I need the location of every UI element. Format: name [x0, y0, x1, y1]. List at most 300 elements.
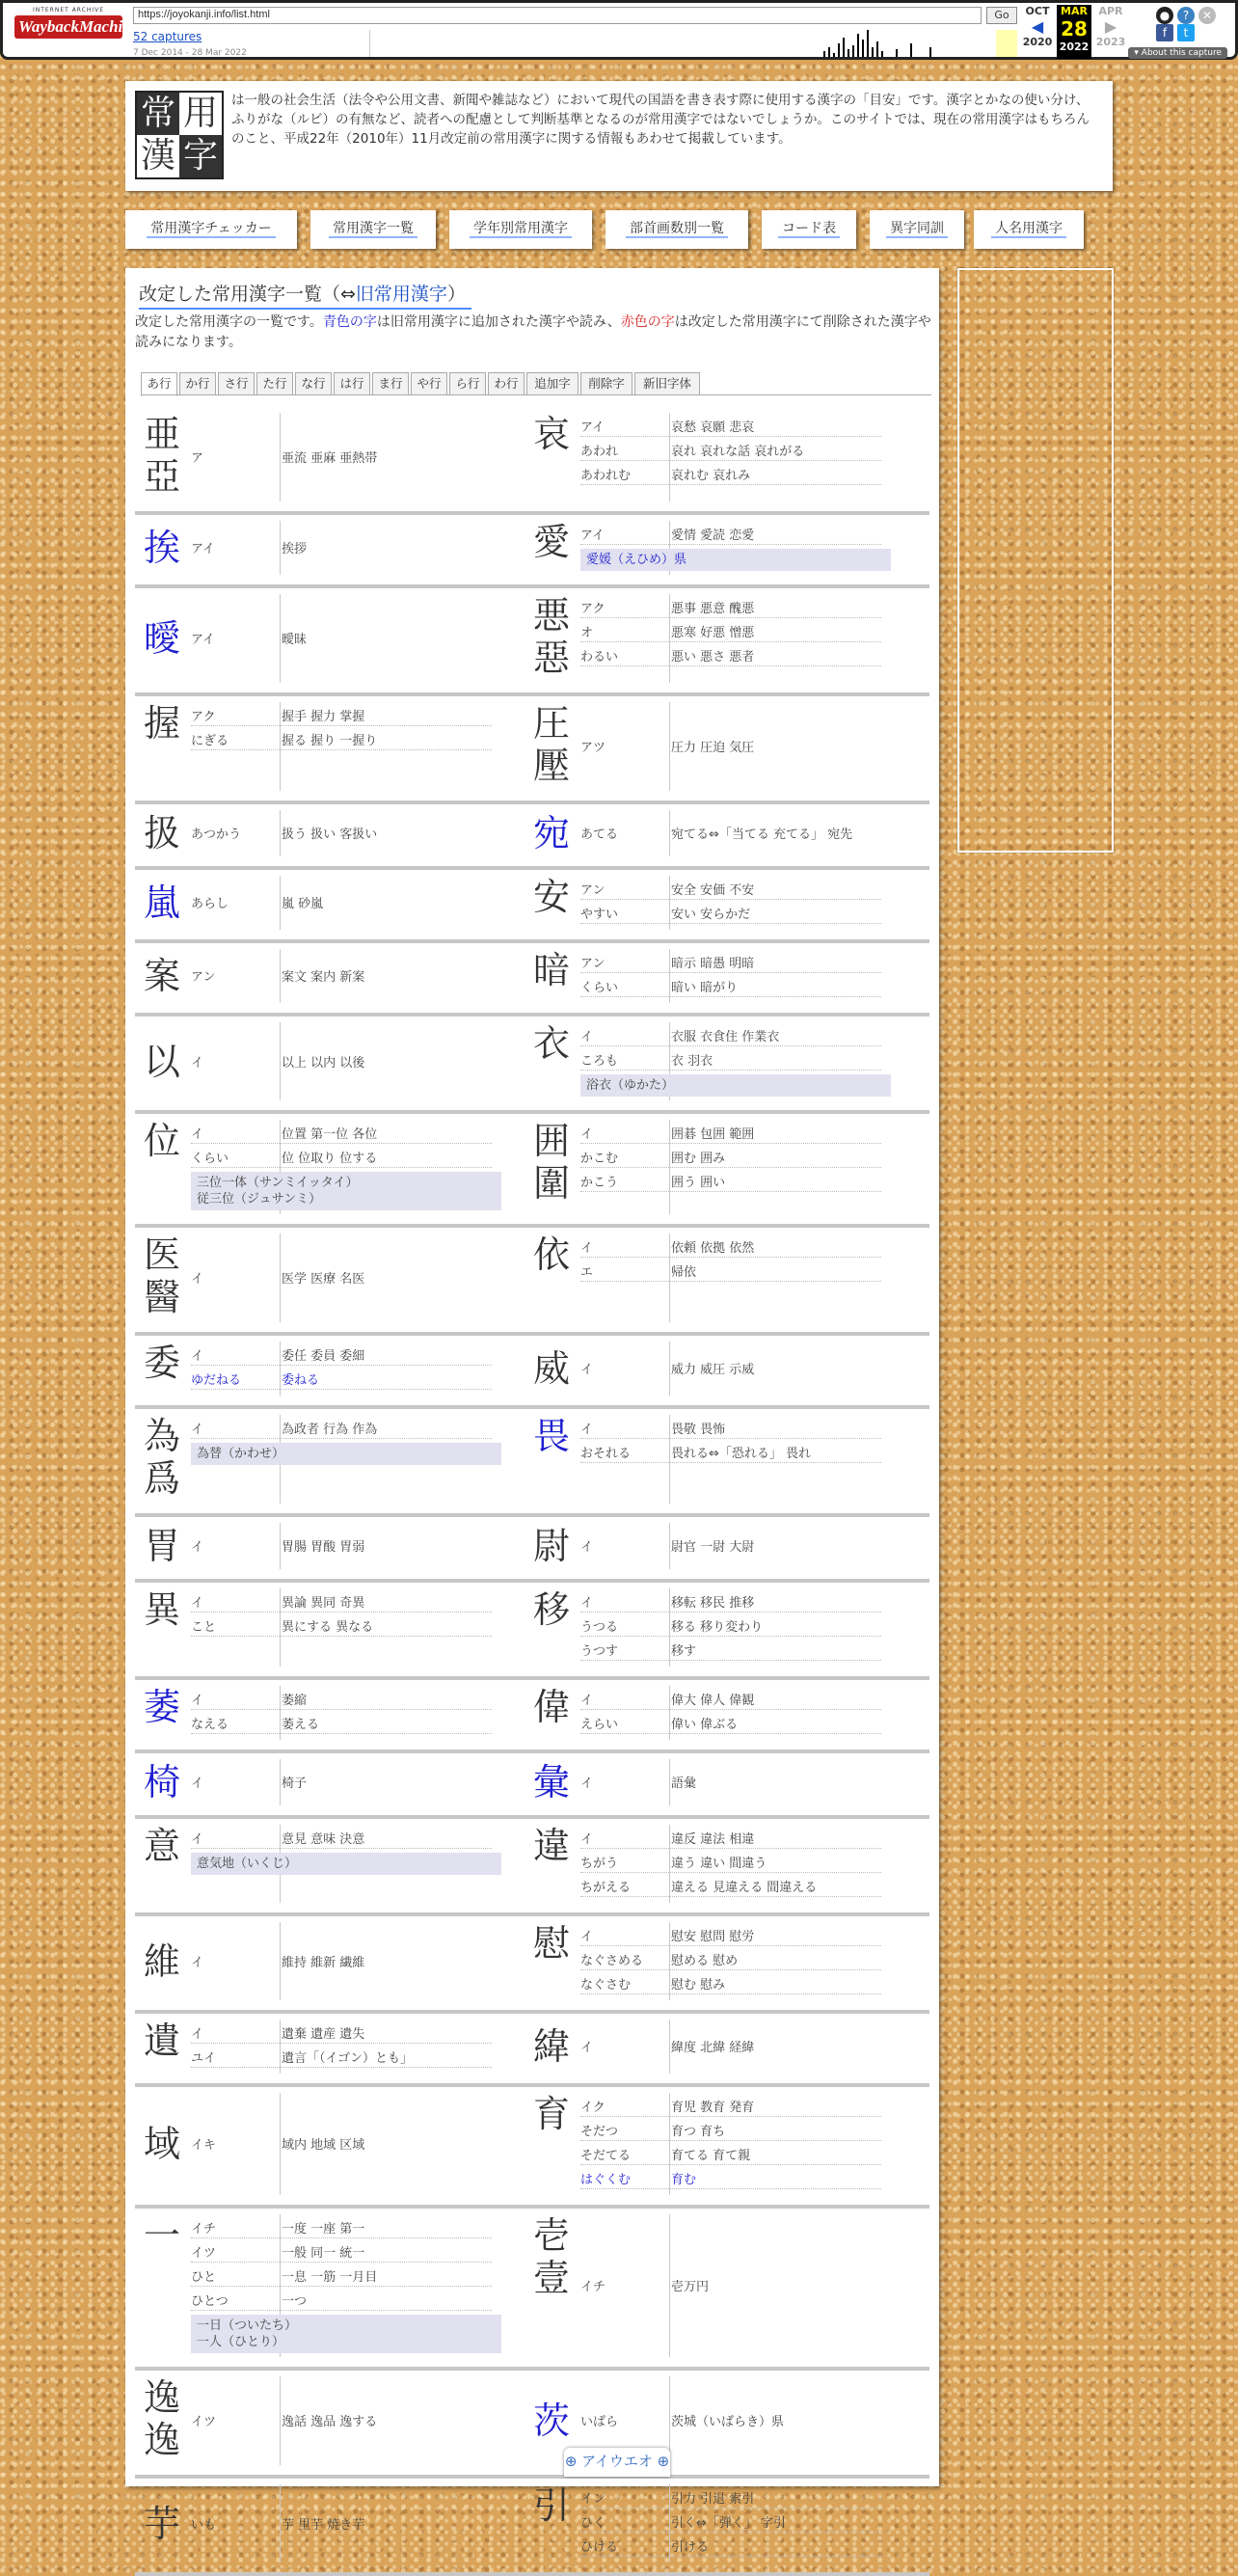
kanji-char[interactable]: 威 — [532, 1347, 570, 1390]
up-arrow-icon[interactable]: ⊕ — [564, 2453, 578, 2470]
kanji-char[interactable]: 遺 — [143, 2020, 180, 2062]
tab-4[interactable]: な行 — [295, 372, 332, 395]
logo-char: 用 — [182, 94, 218, 133]
example-words: 萎える — [282, 1718, 320, 1732]
reading-row — [191, 1616, 492, 1638]
reading-row — [580, 1237, 881, 1259]
example-words: 尉官 一尉 大尉 — [671, 1540, 755, 1555]
kanji-char[interactable]: 暗 — [532, 949, 570, 991]
reading: アイ — [191, 542, 215, 556]
reading-row — [191, 1829, 492, 1850]
kanji-char[interactable]: 依 — [532, 1234, 570, 1276]
nav-homophone[interactable] — [870, 210, 964, 249]
reading-row — [191, 1536, 492, 1558]
down-arrow-icon[interactable]: ⊕ — [657, 2453, 670, 2470]
kanji-char[interactable]: 偉 — [532, 1686, 570, 1728]
tab-1[interactable]: か行 — [179, 372, 216, 395]
old-kanji-link[interactable]: 旧常用漢字 — [355, 284, 447, 305]
example-words: 異論 異同 奇異 — [282, 1596, 365, 1611]
reading: ユイ — [191, 2051, 217, 2066]
reading: アン — [580, 957, 606, 971]
reading-row — [580, 977, 881, 998]
reading: イ — [580, 2041, 594, 2055]
band-separator — [135, 584, 929, 588]
band-separator — [135, 1013, 929, 1017]
nav-grade-list[interactable] — [449, 210, 592, 249]
reading-row — [580, 880, 881, 901]
desc-text: は旧常用漢字に追加された漢字や読み、 — [376, 314, 621, 330]
kanji-char[interactable]: 一 — [143, 2214, 180, 2257]
reading-row — [580, 1950, 881, 1971]
example-words: 畏敬 畏怖 — [671, 1423, 726, 1437]
band-separator — [135, 800, 929, 804]
row-rule — [191, 1709, 492, 1710]
kanji-entry — [525, 2484, 910, 2562]
band-separator — [135, 1749, 929, 1753]
row-rule — [580, 1733, 881, 1734]
url-input[interactable]: https://joyokanji.info/list.html — [133, 7, 982, 24]
reading: アイ — [191, 633, 215, 647]
band-separator — [135, 511, 929, 515]
wayback-logo[interactable] — [14, 7, 140, 49]
kanji-char[interactable]: 委 — [143, 1342, 180, 1384]
tab-5[interactable]: は行 — [334, 372, 370, 395]
reading-row — [580, 525, 881, 546]
reading-row — [580, 1592, 881, 1613]
next-arrow-icon[interactable]: ▶ — [1104, 17, 1117, 36]
kanji-char[interactable]: 慰 — [532, 1922, 570, 1965]
kanji-entry — [135, 1022, 521, 1100]
reading: アン — [580, 883, 606, 898]
desc-blue: 青色の字 — [322, 314, 377, 330]
example-words: 移転 移民 推移 — [671, 1596, 755, 1611]
reading-row — [580, 1050, 881, 1071]
reading-row — [580, 1261, 881, 1283]
reading-row — [580, 1773, 881, 1794]
reading-row — [191, 1419, 492, 1440]
reading-row — [580, 1690, 881, 1711]
reading-row — [580, 2121, 881, 2142]
kanji-entry — [525, 1022, 910, 1100]
reading: あつかう — [191, 827, 242, 842]
tab-12[interactable]: 新旧字体 — [634, 372, 700, 395]
tab-11[interactable]: 削除字 — [580, 372, 632, 395]
example-words: 一度 一座 第一 — [282, 2222, 365, 2237]
reading-row — [191, 1714, 492, 1735]
kanji-char[interactable]: 茨 — [532, 2400, 570, 2442]
example-words: 偉い 偉ぶる — [671, 1718, 739, 1732]
reading-row — [580, 2097, 881, 2118]
kanji-entry — [525, 1588, 910, 1667]
kanji-char[interactable]: 違 — [532, 1825, 570, 1867]
tab-2[interactable]: さ行 — [218, 372, 255, 395]
example-words: 遺言「（イゴン）とも」 — [282, 2051, 413, 2066]
site-logo[interactable] — [135, 91, 224, 179]
reading: くらい — [580, 981, 619, 995]
go-button[interactable]: Go — [986, 7, 1017, 24]
kanji-char[interactable]: 握 — [143, 702, 180, 745]
nav-label: 部首画数別一覧 — [626, 221, 728, 238]
capture-bar — [848, 49, 849, 57]
example-words: 茨城（いばらき）県 — [671, 2415, 785, 2429]
example-words: 囲碁 包囲 範囲 — [671, 1127, 755, 1142]
kanji-char[interactable]: 胃 — [143, 1525, 180, 1567]
nav-label: 異字同訓 — [886, 221, 948, 238]
reading-row — [191, 447, 492, 469]
kanji-char[interactable]: 曖 — [143, 617, 180, 660]
reading-row — [580, 646, 881, 667]
example-words: 違う 違い 間違う — [671, 1857, 767, 1871]
kanji-char[interactable]: 意 — [143, 1825, 180, 1867]
example-words: 圧力 圧迫 気圧 — [671, 741, 755, 755]
kanji-char[interactable]: 扱 — [143, 812, 180, 854]
reading: イ — [191, 2027, 204, 2042]
reading: アン — [191, 970, 216, 985]
reading: やすい — [580, 908, 619, 922]
example-words: 以上 以内 以後 — [282, 1055, 365, 1071]
example-words: 衣 羽衣 — [671, 1054, 713, 1069]
kanji-char[interactable]: 椅 — [143, 1761, 180, 1803]
reading: なぐさむ — [580, 1978, 632, 1993]
reading: イ — [191, 1127, 204, 1142]
kanji-char[interactable]: 移 — [532, 1588, 570, 1631]
reading: イ — [191, 1776, 204, 1791]
band-separator — [135, 866, 929, 870]
kanji-entry — [135, 1825, 521, 1903]
kanji-char[interactable]: 以 — [143, 1040, 180, 1083]
row-rule — [580, 2556, 881, 2557]
tab-9[interactable]: わ行 — [488, 372, 525, 395]
kanji-char[interactable]: 愛 — [532, 521, 570, 563]
row-rule — [580, 972, 881, 973]
reading-row — [191, 1690, 492, 1711]
desc-red: 赤色の字 — [620, 314, 675, 330]
kanji-char[interactable]: 安 — [532, 876, 570, 918]
example-words: 悪寒 好悪 憎悪 — [671, 626, 755, 640]
reading-row — [191, 2266, 492, 2288]
wayback-toolbar — [0, 0, 1238, 60]
band-separator — [135, 2083, 929, 2087]
row-rule — [580, 1045, 881, 1046]
reading: アイ — [580, 529, 605, 543]
kanji-char[interactable]: 萎 — [143, 1686, 180, 1728]
reading: なぐさめる — [580, 1954, 644, 1968]
kanji-char[interactable]: 位 — [143, 1120, 180, 1162]
example-words: 囲う 囲い — [671, 1176, 726, 1190]
reading: そだてる — [580, 2149, 632, 2163]
band-separator — [135, 1676, 929, 1680]
capture-bar — [843, 38, 845, 57]
reading: イ — [191, 1694, 204, 1708]
logo-char: 常 — [137, 93, 179, 135]
row-rule — [580, 1191, 881, 1192]
reading-row — [580, 1714, 881, 1735]
reading-row — [191, 1052, 492, 1073]
example-words: 移す — [671, 1644, 697, 1659]
special-reading-note: 一日（ついたち） 一人（ひとり） — [191, 2315, 501, 2353]
kanji-char[interactable]: 挨 — [143, 527, 180, 569]
capture-bar — [862, 40, 864, 57]
kanji-char[interactable]: 哀 — [532, 413, 570, 455]
reading: アク — [191, 710, 216, 724]
kanji-entry — [135, 594, 521, 683]
reading-row — [191, 2023, 492, 2045]
row-rule — [580, 1872, 881, 1873]
row-rule — [580, 1612, 881, 1613]
kanji-entry — [525, 1342, 910, 1396]
reading-row — [191, 706, 492, 727]
reading-row — [191, 1592, 492, 1613]
kanji-entry — [525, 810, 910, 856]
band-separator — [135, 1815, 929, 1819]
reading: イ — [580, 1127, 594, 1142]
reading: うつる — [580, 1620, 619, 1635]
kanji-char[interactable]: 為 爲 — [143, 1415, 180, 1500]
tab-0[interactable]: あ行 — [141, 372, 177, 396]
example-words: 椅子 — [282, 1776, 308, 1791]
archive-label: INTERNET ARCHIVE — [32, 7, 105, 14]
example-words: 胃腸 胃酸 胃弱 — [282, 1540, 365, 1555]
reading-row — [191, 2411, 492, 2432]
kanji-char[interactable]: 維 — [143, 1939, 180, 1983]
prev-month[interactable] — [1020, 5, 1055, 48]
reading: イ — [191, 1955, 204, 1970]
page-title — [139, 280, 471, 310]
row-rule — [580, 484, 881, 485]
example-words: 域内 地域 区域 — [282, 2138, 365, 2153]
example-words: 引ける — [671, 2540, 710, 2555]
current-year-highlight — [996, 30, 1017, 57]
capture-sparkline[interactable] — [369, 30, 996, 57]
row-rule — [191, 749, 492, 750]
kanji-entry — [135, 2376, 521, 2465]
about-capture-button[interactable]: ▾ About this capture — [1128, 47, 1227, 59]
kanji-char[interactable]: 医 醫 — [143, 1234, 180, 1318]
kanji-char[interactable]: 宛 — [532, 812, 570, 854]
nav-label: 学年別常用漢字 — [470, 221, 572, 238]
kanji-char[interactable]: 緯 — [532, 2025, 570, 2068]
band-separator — [135, 2572, 929, 2576]
main-content — [125, 268, 939, 2555]
next-month[interactable] — [1093, 5, 1128, 48]
example-words: 為政者 行為 作為 — [282, 1423, 378, 1437]
row-rule — [191, 1636, 492, 1637]
reading-row — [580, 2145, 881, 2166]
reading-row — [580, 1641, 881, 1662]
reading-row — [191, 2514, 492, 2535]
row-rule — [580, 544, 881, 545]
nav-radical-list[interactable] — [606, 210, 748, 249]
twitter-icon[interactable]: t — [1177, 24, 1195, 41]
kanji-char[interactable]: 悪 惡 — [532, 594, 570, 679]
reading: いばら — [580, 2415, 619, 2429]
reading-row — [580, 2488, 881, 2509]
kanji-char[interactable]: 亜 亞 — [143, 413, 180, 498]
row-rule — [580, 1660, 881, 1661]
example-words: 暗い 暗がり — [671, 981, 739, 995]
nav-kanji-checker[interactable] — [125, 210, 297, 249]
kanji-entry — [135, 1523, 521, 1569]
example-words: 慰める 慰め — [671, 1954, 739, 1968]
nav-kanji-list[interactable] — [310, 210, 436, 249]
reading: イ — [580, 1930, 594, 1944]
reading: イ — [580, 1423, 594, 1437]
example-words: 育む — [671, 2173, 697, 2187]
band-separator — [135, 1912, 929, 1916]
nav-code-table[interactable] — [762, 210, 856, 249]
logo-char: 漢 — [140, 136, 175, 176]
example-words: 衣服 衣食住 作業衣 — [671, 1030, 780, 1044]
reading-row — [580, 1443, 881, 1464]
kanji-char[interactable]: 育 — [532, 2093, 570, 2135]
reading: イチ — [191, 2222, 217, 2237]
reading: あてる — [580, 827, 619, 842]
prev-arrow-icon[interactable]: ◀ — [1031, 17, 1044, 36]
reading: エ — [580, 1265, 594, 1280]
example-words: 引力 引退 索引 — [671, 2492, 755, 2507]
kanji-char[interactable]: 囲 圍 — [532, 1120, 570, 1205]
row-rule — [580, 641, 881, 642]
reading-row — [580, 2169, 881, 2190]
reading-row — [580, 1359, 881, 1380]
site-intro: は一般の社会生活（法令や公用文書、新聞や雑誌など）において現代の国語を書き表す際に使用する漢字の「目安」です。漢字とかなの使い分け、ふりがな（ルビ）の有無など、読者への配慮として判断基準となるのが常用漢字ではないでしょうか。このサイトでは、現在の常用漢字はもちろんのこと、平成22年（2010年）11月改定前の常用漢字に関する情報もあわせて掲載しています。 — [231, 93, 1090, 147]
kanji-entry — [135, 1759, 521, 1805]
row-rule — [580, 1070, 881, 1071]
aiueo-label: アイウエオ — [581, 2453, 653, 2470]
band-separator — [135, 2367, 929, 2371]
kanji-entry — [525, 2214, 910, 2357]
reading: イ — [191, 1423, 204, 1437]
kanji-char[interactable]: 案 — [143, 955, 180, 997]
tab-10[interactable]: 追加字 — [526, 372, 579, 395]
reading-row — [580, 465, 881, 486]
reading: あらし — [191, 897, 229, 911]
tab-6[interactable]: ま行 — [372, 372, 409, 395]
reading: にぎる — [191, 734, 229, 748]
row-rule — [580, 1993, 881, 1994]
next-month-label: APR — [1098, 5, 1123, 17]
capture-date-range: 7 Dec 2014 - 28 Mar 2022 — [133, 48, 247, 58]
kanji-char[interactable]: 域 — [143, 2123, 180, 2165]
row-rule — [580, 1257, 881, 1258]
kanji-char[interactable]: 嵐 — [143, 881, 180, 924]
example-words: 帰依 — [671, 1265, 697, 1280]
kanji-char[interactable]: 壱 壹 — [532, 2214, 570, 2299]
cur-day-label: 28 — [1057, 17, 1091, 41]
example-words: 案文 案内 新案 — [282, 970, 365, 985]
row-rule — [191, 1438, 492, 1439]
special-reading-note: 浴衣（ゆかた） — [580, 1074, 891, 1097]
row-rule — [580, 665, 881, 666]
kanji-entry — [525, 1523, 910, 1569]
kanji-entry — [525, 1415, 910, 1504]
aiueo-jump[interactable] — [564, 2448, 670, 2477]
row-rule — [580, 1848, 881, 1849]
kanji-char[interactable]: 畏 — [532, 1415, 570, 1457]
reading: イ — [580, 1241, 594, 1256]
example-words: 維持 維新 繊維 — [282, 1955, 365, 1970]
kanji-char[interactable]: 異 — [143, 1588, 180, 1631]
kanji-char[interactable]: 尉 — [532, 1525, 570, 1567]
special-reading-note: 為替（かわせ） — [191, 1443, 501, 1465]
capture-bar — [929, 47, 931, 57]
band-separator — [135, 1110, 929, 1114]
user-icon[interactable]: ● — [1156, 7, 1173, 24]
reading-row — [580, 1974, 881, 1995]
example-words: 曖昧 — [282, 633, 308, 647]
help-icon[interactable]: ? — [1177, 7, 1195, 24]
kanji-entry — [135, 2214, 521, 2357]
nav-name-kanji[interactable] — [974, 210, 1084, 249]
kanji-entry — [525, 413, 910, 502]
tab-8[interactable]: ら行 — [449, 372, 486, 395]
band-separator — [135, 1332, 929, 1336]
row-rule — [580, 460, 881, 461]
tab-3[interactable]: た行 — [256, 372, 293, 395]
row-rule — [580, 2188, 881, 2189]
tab-7[interactable]: や行 — [411, 372, 447, 395]
desc-text: は改定した常用漢字にて削除された漢字や読みになります。 — [135, 314, 931, 350]
kanji-char[interactable]: 芋 — [143, 2502, 180, 2545]
reading: オ — [580, 626, 594, 640]
band-separator — [135, 2205, 929, 2209]
example-words: 位 位取り 位する — [282, 1152, 378, 1166]
example-words: 畏れる⇔「恐れる」 畏れ — [671, 1447, 812, 1461]
capture-bar — [876, 41, 878, 57]
kanji-char[interactable]: 逸 逸 — [143, 2376, 180, 2461]
kanji-entry — [525, 1234, 910, 1322]
row-rule — [580, 1438, 881, 1439]
example-words: 語彙 — [671, 1776, 697, 1791]
example-words: 哀愁 哀願 悲哀 — [671, 420, 755, 435]
nav-label: 常用漢字一覧 — [329, 221, 417, 238]
capture-bar — [828, 47, 830, 57]
kanji-entry — [525, 1686, 910, 1740]
row-rule — [191, 2286, 492, 2287]
reading: ひく — [580, 2516, 606, 2531]
reading: イ — [580, 1776, 594, 1791]
kanji-char[interactable]: 引 — [532, 2484, 570, 2527]
reading: イ — [580, 1694, 594, 1708]
band-separator — [135, 1405, 929, 1409]
row-rule — [580, 923, 881, 924]
reading-row — [191, 2242, 492, 2264]
kanji-entry — [525, 594, 910, 683]
reading-row — [580, 953, 881, 974]
kanji-entry — [135, 2020, 521, 2074]
cur-year-label: 2022 — [1059, 41, 1090, 53]
row-rule — [580, 2116, 881, 2117]
example-words: 愛情 愛読 恋愛 — [671, 529, 755, 543]
capture-bar — [896, 49, 898, 57]
row-rule — [191, 2067, 492, 2068]
example-words: 育つ 育ち — [671, 2125, 726, 2139]
kanji-char[interactable]: 衣 — [532, 1022, 570, 1065]
example-words: 異にする 異なる — [282, 1620, 374, 1635]
kanji-char[interactable]: 圧 壓 — [532, 702, 570, 787]
kanji-char[interactable]: 彙 — [532, 1761, 570, 1803]
reading-row — [191, 629, 492, 650]
kanji-entry — [525, 949, 910, 1003]
reading: おそれる — [580, 1447, 632, 1461]
reading-row — [580, 417, 881, 438]
close-icon[interactable]: ✕ — [1198, 7, 1216, 24]
facebook-icon[interactable]: f — [1156, 24, 1173, 41]
captures-link[interactable]: 52 captures — [133, 30, 202, 43]
row-rule — [580, 1636, 881, 1637]
kanji-entry — [135, 876, 521, 930]
reading-row — [580, 904, 881, 925]
